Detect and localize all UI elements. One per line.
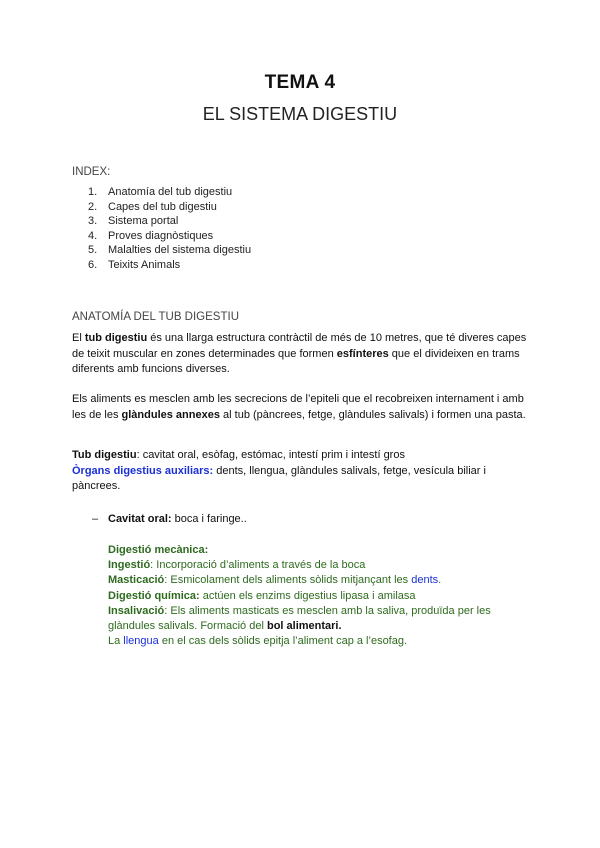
- detail-line: [108, 558, 528, 573]
- digestion-details: [108, 543, 528, 649]
- text-run: que el divideixen en trams diferents amb funcions diverses.: [72, 347, 520, 375]
- text-run: dents, llengua, glàndules salivals, fetge, vesícula biliar i pàncrees.: [72, 464, 486, 492]
- text-run: al tub (pàncrees, fetge, glàndules salivals) i formen una pasta.: [219, 408, 526, 421]
- text-run: actúen els enzims digestius lipasa i amilasa: [199, 589, 416, 602]
- list-number: 4.: [88, 229, 98, 242]
- highlight-term: dents: [411, 574, 439, 587]
- text-run: en el cas dels sòlids epitja l’aliment cap a l’esofag.: [158, 635, 408, 648]
- list-item: [88, 200, 251, 215]
- list-number: 6.: [88, 258, 98, 271]
- bold-term: Insalivació: [108, 604, 165, 617]
- list-number: 5.: [88, 244, 98, 257]
- index-list: [88, 185, 251, 273]
- organs-auxiliars-line: [72, 464, 534, 495]
- text-run: La: [108, 635, 124, 648]
- bold-term: Tub digestiu: [72, 449, 137, 461]
- bold-term: Cavitat oral:: [108, 513, 172, 525]
- text-run: boca i faringe..: [171, 513, 247, 525]
- paragraph-organs: [72, 448, 534, 495]
- bold-term: Masticació: [108, 574, 165, 587]
- bold-term: Digestió química:: [108, 589, 200, 602]
- text-run: : Els aliments masticats es mesclen amb la saliva, produïda per les glàndules salivals. Formació del: [108, 604, 491, 633]
- list-label: Anatomía del tub digestiu: [108, 186, 233, 198]
- list-item: [88, 214, 251, 229]
- list-number: 3.: [88, 215, 98, 228]
- bullet-cavitat-oral: [92, 513, 247, 525]
- bold-term: tub digestiu: [84, 332, 148, 344]
- list-item: [88, 243, 251, 258]
- page-title: TEMA 4: [264, 72, 336, 93]
- bullet-dash: –: [92, 513, 99, 525]
- text-run: Els aliments es mesclen amb les secrecions de l’epiteli que el recobreixen internament i amb les de les: [72, 393, 524, 421]
- paragraph-aliments: [72, 392, 534, 423]
- text-run: : cavitat oral, esòfag, estómac, intestí prim i intestí gros: [136, 449, 405, 461]
- list-number: 2.: [88, 200, 98, 213]
- detail-line: [108, 604, 528, 634]
- list-label: Sistema portal: [108, 215, 179, 228]
- list-item: [88, 229, 251, 244]
- bold-term: glàndules annexes: [121, 408, 220, 421]
- list-label: Proves diagnòstiques: [108, 229, 214, 242]
- bold-term: Digestió mecànica:: [108, 544, 209, 556]
- section-heading: ANATOMÍA DEL TUB DIGESTIU: [72, 311, 239, 323]
- text-run: .: [438, 574, 442, 587]
- list-item: [88, 185, 251, 200]
- index-heading: INDEX:: [72, 166, 111, 178]
- bold-term: Ingestió: [108, 559, 151, 572]
- bold-term: esfínteres: [336, 347, 389, 360]
- text-run: : Incorporació d’aliments a través de la boca: [150, 559, 366, 572]
- text-run: és una llarga estructura contràctil de més de 10 metres, que té diveres capes de teixit muscular en zones determinades que formen: [72, 332, 527, 360]
- list-number: 1.: [88, 186, 98, 198]
- list-label: Teixits Animals: [108, 258, 181, 271]
- detail-line: [108, 634, 528, 649]
- detail-line: [108, 543, 528, 558]
- list-label: Capes del tub digestiu: [108, 200, 217, 213]
- text-run: : Esmicolament dels aliments sòlids mitjançant les: [164, 574, 412, 587]
- tub-digestiu-line: [72, 448, 534, 464]
- text-run: El: [72, 332, 85, 344]
- detail-line: [108, 589, 528, 604]
- highlight-term: llengua: [123, 635, 159, 648]
- highlight-term: Òrgans digestius auxiliars:: [72, 464, 214, 477]
- paragraph-tub-digestiu: [72, 331, 534, 378]
- list-item: [88, 258, 251, 273]
- detail-line: [108, 573, 528, 588]
- page-subtitle: EL SISTEMA DIGESTIU: [202, 104, 398, 124]
- bold-term: bol alimentari.: [266, 620, 342, 633]
- list-label: Malalties del sistema digestiu: [108, 244, 252, 257]
